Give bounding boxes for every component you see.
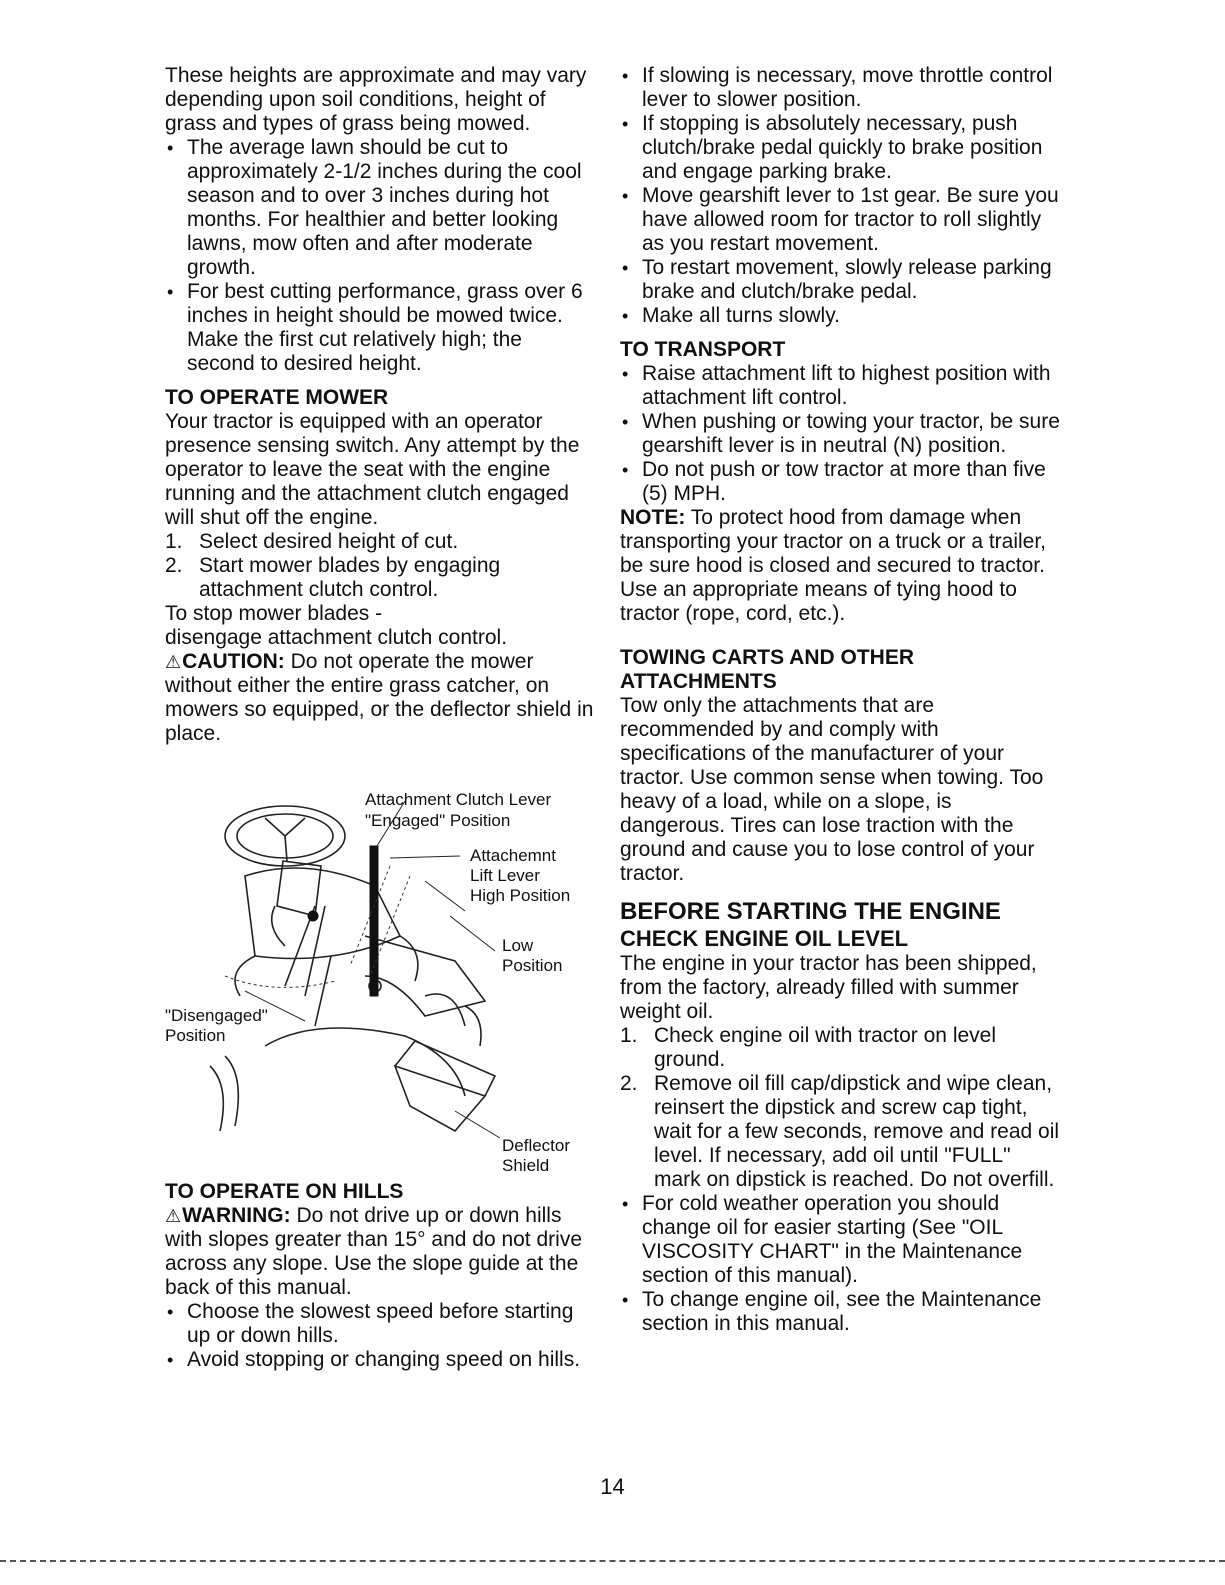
caution-label: CAUTION: bbox=[182, 650, 285, 673]
list-item: • If stopping is absolutely necessary, push clutch/brake pedal quickly to brake position and engage parking brake. bbox=[620, 112, 1060, 184]
page-number: 14 bbox=[600, 1474, 625, 1499]
step-number: 1. bbox=[165, 530, 183, 553]
intro-paragraph: These heights are approximate and may vary depending upon soil conditions, height of grass and types of grass being mowed. bbox=[165, 64, 587, 135]
list-item: • The average lawn should be cut to approximately 2-1/2 inches during the cool season and to over 3 inches during hot months. For healthier and better looking lawns, mow often and after moderate growth. bbox=[165, 136, 595, 280]
heading-to-transport: TO TRANSPORT bbox=[620, 338, 786, 361]
stop-blades-instruction: disengage attachment clutch control. bbox=[165, 626, 508, 649]
step-number: 2. bbox=[620, 1072, 638, 1095]
left-column bbox=[165, 64, 595, 1372]
heading-before-starting: BEFORE STARTING THE ENGINE bbox=[620, 898, 1001, 925]
oil-steps-list bbox=[620, 1024, 1060, 1192]
label-high-position: High Position bbox=[470, 886, 571, 905]
step-text: Remove oil fill cap/dipstick and wipe clean, reinsert the dipstick and screw cap tight, wait for a few seconds, remove and read oil level. If necessary, add oil until "FULL" mark on dipstick is reached. Do not overfill. bbox=[654, 1072, 1060, 1191]
step-text: Start mower blades by engaging attachment clutch control. bbox=[199, 554, 501, 601]
warning-text: Do not drive up or down hills with slopes greater than 15° and do not drive across any slope. Use the slope guide at the back of this manual. bbox=[165, 1204, 582, 1299]
mower-steps-list bbox=[165, 530, 595, 602]
tractor-illustration bbox=[165, 766, 595, 1175]
step-number: 2. bbox=[165, 554, 183, 577]
caution-text: Do not operate the mower without either the entire grass catcher, on mowers so equipped, or the deflector shield in place. bbox=[165, 650, 594, 745]
warning-triangle-icon: ⚠ bbox=[165, 652, 182, 672]
list-item: • For cold weather operation you should change oil for easier starting (See "OIL VISCOSITY CHART" in the Maintenance section of this manual). bbox=[620, 1192, 1060, 1288]
bottom-divider bbox=[0, 1560, 1225, 1562]
label-low: Low bbox=[502, 936, 534, 955]
stop-blades-line: To stop mower blades - bbox=[165, 602, 383, 625]
list-item: • To restart movement, slowly release parking brake and clutch/brake pedal. bbox=[620, 256, 1060, 304]
right-column bbox=[620, 64, 1060, 1336]
label-disengaged: "Disengaged" bbox=[165, 1006, 268, 1025]
label-deflector: Deflector bbox=[502, 1136, 571, 1155]
hills-list bbox=[165, 1300, 595, 1372]
list-item: • If slowing is necessary, move throttle control lever to slower position. bbox=[620, 64, 1060, 112]
label-shield: Shield bbox=[502, 1156, 550, 1175]
heading-operate-mower: TO OPERATE MOWER bbox=[165, 386, 389, 409]
list-item bbox=[620, 1024, 1060, 1072]
warning-triangle-icon: ⚠ bbox=[165, 1206, 182, 1226]
list-item bbox=[165, 530, 595, 554]
list-item bbox=[165, 554, 595, 602]
list-item: • Choose the slowest speed before starting up or down hills. bbox=[165, 1300, 595, 1348]
note-paragraph bbox=[620, 506, 1060, 626]
list-item bbox=[620, 1072, 1060, 1192]
step-number: 1. bbox=[620, 1024, 638, 1047]
label-lift-lever-2: Lift Lever bbox=[470, 866, 540, 885]
label-clutch-lever: Attachment Clutch Lever bbox=[365, 790, 552, 809]
step-text: Check engine oil with tractor on level ground. bbox=[654, 1024, 997, 1071]
mowing-tips-list bbox=[165, 136, 595, 376]
heading-operate-on-hills: TO OPERATE ON HILLS bbox=[165, 1180, 404, 1203]
oil-paragraph: The engine in your tractor has been shipped, from the factory, already filled with summer weight oil. bbox=[620, 952, 1037, 1023]
list-item: • To change engine oil, see the Maintenance section in this manual. bbox=[620, 1288, 1060, 1336]
mower-paragraph: Your tractor is equipped with an operator presence sensing switch. Any attempt by the operator to leave the seat with the engine running and the attachment clutch engaged will shut off the engine. bbox=[165, 410, 580, 529]
label-lift-lever-1: Attachemnt bbox=[470, 846, 556, 865]
list-item: • For best cutting performance, grass over 6 inches in height should be mowed twice. Make the first cut relatively high; the second to desired height. bbox=[165, 280, 595, 376]
step-text: Select desired height of cut. bbox=[199, 530, 459, 553]
heading-check-oil: CHECK ENGINE OIL LEVEL bbox=[620, 926, 909, 951]
list-item: • Raise attachment lift to highest position with attachment lift control. bbox=[620, 362, 1060, 410]
heading-towing-carts: TOWING CARTS AND OTHER ATTACHMENTS bbox=[620, 646, 914, 693]
list-item: • Make all turns slowly. bbox=[620, 304, 1060, 328]
label-low-position: Position bbox=[502, 956, 563, 975]
note-text: To protect hood from damage when transporting your tractor on a truck or a trailer, be sure hood is closed and secured to tractor. Use an appropriate means of tying hood to tractor (rope, cord, etc.). bbox=[620, 506, 1047, 625]
note-label: NOTE: bbox=[620, 506, 686, 529]
list-item: • When pushing or towing your tractor, be sure gearshift lever is in neutral (N) position. bbox=[620, 410, 1060, 458]
list-item: • Avoid stopping or changing speed on hills. bbox=[165, 1348, 595, 1372]
warning-label: WARNING: bbox=[182, 1204, 291, 1227]
label-disengaged-position: Position bbox=[165, 1026, 226, 1045]
oil-tips-list bbox=[620, 1192, 1060, 1336]
list-item: • Do not push or tow tractor at more than five (5) MPH. bbox=[620, 458, 1060, 506]
transport-list bbox=[620, 362, 1060, 506]
warning-paragraph bbox=[165, 1204, 595, 1300]
label-engaged-position: "Engaged" Position bbox=[365, 811, 511, 830]
caution-paragraph bbox=[165, 650, 595, 746]
towing-paragraph: Tow only the attachments that are recommended by and comply with specifications of the manufacturer of your tractor. Use common sense when towing. Too heavy of a load, while on a slope, is dangerous. Tires can lose traction with the ground and cause you to lose control of your tractor. bbox=[620, 694, 1044, 885]
list-item: • Move gearshift lever to 1st gear. Be sure you have allowed room for tractor to roll slightly as you restart movement. bbox=[620, 184, 1060, 256]
driving-tips-list bbox=[620, 64, 1060, 328]
